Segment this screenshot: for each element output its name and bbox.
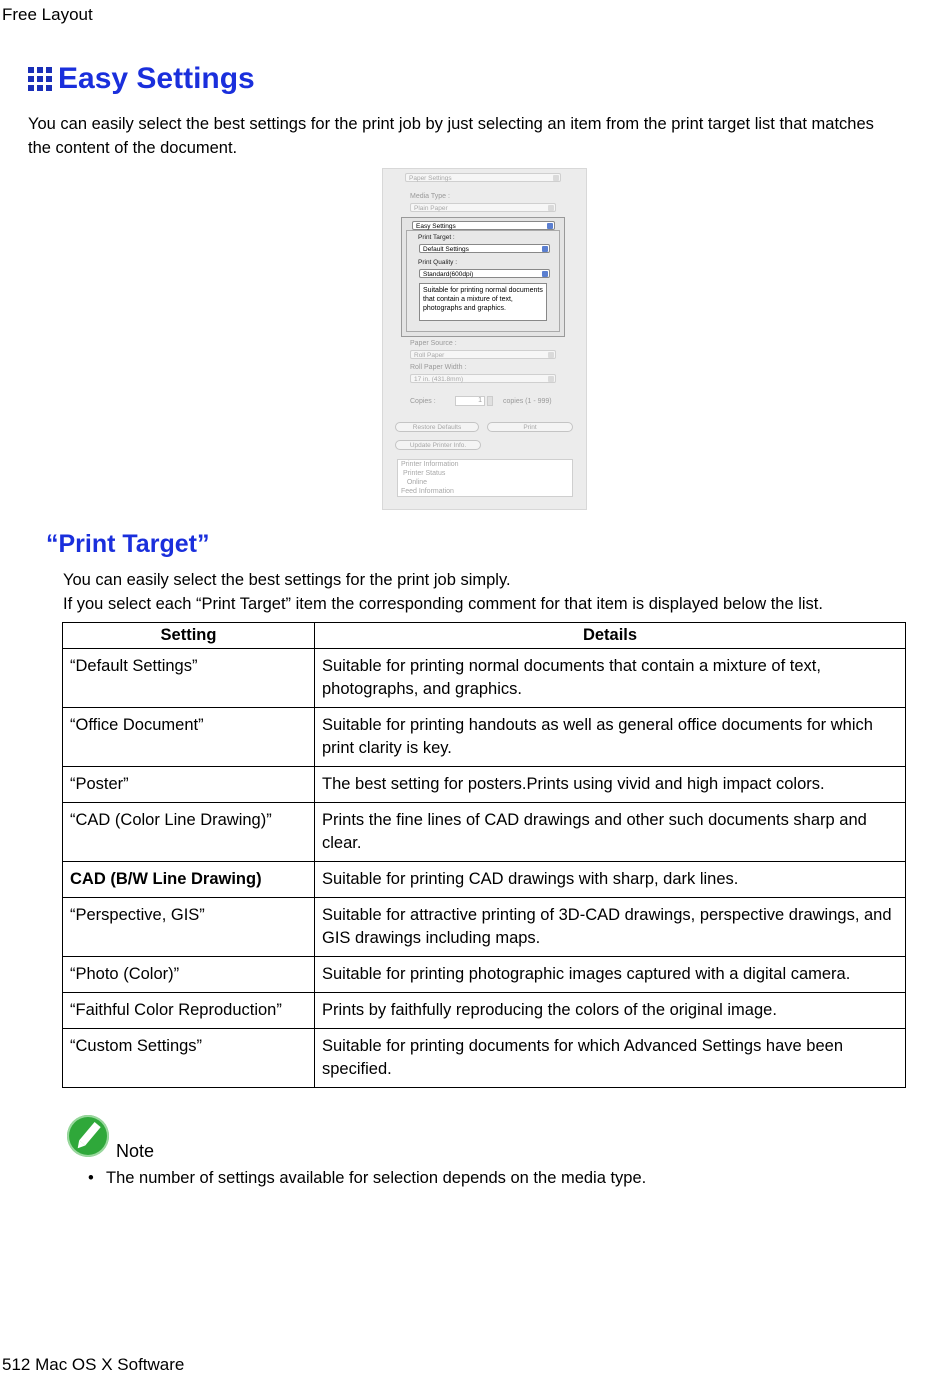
details-cell: Suitable for printing normal documents that contain a mixture of text, photographs, and graphics.: [315, 649, 906, 708]
media-type-select[interactable]: Plain Paper: [410, 203, 556, 212]
details-cell: Suitable for printing handouts as well as general office documents for which print clarity is key.: [315, 708, 906, 767]
table-row: [63, 649, 906, 708]
details-cell: Prints by faithfully reproducing the colors of the original image.: [315, 993, 906, 1029]
section-paragraph: If you select each “Print Target” item the corresponding comment for that item is displayed below the list.: [63, 595, 823, 613]
section-title: “Print Target”: [46, 530, 210, 558]
table-row: [63, 767, 906, 803]
setting-cell: “CAD (Color Line Drawing)”: [63, 803, 315, 862]
print-target-select[interactable]: Default Settings: [419, 244, 550, 253]
media-type-label: Media Type :: [410, 193, 450, 200]
table-row: [63, 1029, 906, 1088]
copies-stepper[interactable]: [487, 396, 493, 406]
column-header-setting: Setting: [63, 623, 315, 649]
info-line: Feed Information: [401, 488, 454, 495]
intro-paragraph: You can easily select the best settings for the print job by just selecting an item from the print target list that matches the content of the document.: [28, 115, 874, 157]
details-cell: Suitable for printing documents for which Advanced Settings have been specified.: [315, 1029, 906, 1088]
print-target-table: [62, 622, 906, 1088]
easy-settings-group: [406, 230, 560, 332]
easy-settings-panel: [401, 217, 565, 337]
setting-cell: “Office Document”: [63, 708, 315, 767]
setting-cell: “Perspective, GIS”: [63, 898, 315, 957]
details-cell: Suitable for attractive printing of 3D-CAD drawings, perspective drawings, and GIS drawings including maps.: [315, 898, 906, 957]
table-row: [63, 957, 906, 993]
table-row: [63, 708, 906, 767]
details-cell: Suitable for printing CAD drawings with sharp, dark lines.: [315, 862, 906, 898]
copies-input[interactable]: 1: [455, 396, 485, 406]
note-pencil-icon: [67, 1115, 109, 1157]
title-block: [28, 62, 255, 96]
setting-cell: “Photo (Color)”: [63, 957, 315, 993]
printer-info-list: [397, 459, 573, 497]
running-header: Free Layout: [2, 5, 93, 24]
restore-defaults-button[interactable]: Restore Defaults: [395, 422, 479, 432]
print-quality-label: Print Quality :: [418, 259, 458, 266]
note-text: The number of settings available for selection depends on the media type.: [106, 1169, 647, 1187]
roll-width-label: Roll Paper Width :: [410, 364, 467, 371]
mode-select[interactable]: Easy Settings: [412, 221, 555, 230]
note-label: Note: [116, 1141, 155, 1161]
column-header-details: Details: [315, 623, 906, 649]
table-header-row: [63, 623, 906, 649]
print-dialog-screenshot: [382, 168, 587, 510]
print-quality-select[interactable]: Standard(600dpi): [419, 269, 550, 278]
note-list-item: [88, 1169, 646, 1188]
print-target-comment: Suitable for printing normal documents that contain a mixture of text, photographs and graphics.: [419, 283, 547, 321]
setting-cell: “Faithful Color Reproduction”: [63, 993, 315, 1029]
info-line: Printer Information: [401, 461, 459, 468]
grid-icon: [28, 67, 52, 91]
setting-cell: “Custom Settings”: [63, 1029, 315, 1088]
info-line: Printer Status: [401, 470, 446, 477]
roll-width-select[interactable]: 17 in. (431.8mm): [410, 374, 556, 383]
table-row: [63, 993, 906, 1029]
print-target-label: Print Target :: [418, 234, 455, 241]
update-printer-info-button[interactable]: Update Printer Info.: [395, 440, 481, 450]
details-cell: The best setting for posters.Prints using vivid and high impact colors.: [315, 767, 906, 803]
paper-settings-select[interactable]: Paper Settings: [405, 173, 561, 182]
paper-source-label: Paper Source :: [410, 340, 457, 347]
page-title: Easy Settings: [58, 62, 255, 95]
setting-cell: CAD (B/W Line Drawing): [63, 862, 315, 898]
page-footer: 512 Mac OS X Software: [2, 1355, 185, 1374]
table-row: [63, 862, 906, 898]
paper-source-select[interactable]: Roll Paper: [410, 350, 556, 359]
info-line: Online: [401, 479, 428, 486]
setting-cell: “Poster”: [63, 767, 315, 803]
bullet: •: [88, 1169, 94, 1187]
section-paragraph: You can easily select the best settings for the print job simply.: [63, 571, 511, 589]
table-row: [63, 803, 906, 862]
copies-range: copies (1 - 999): [503, 398, 552, 405]
table-row: [63, 898, 906, 957]
print-button[interactable]: Print: [487, 422, 573, 432]
copies-label: Copies :: [410, 398, 436, 405]
setting-cell: “Default Settings”: [63, 649, 315, 708]
details-cell: Prints the fine lines of CAD drawings and other such documents sharp and clear.: [315, 803, 906, 862]
details-cell: Suitable for printing photographic images captured with a digital camera.: [315, 957, 906, 993]
